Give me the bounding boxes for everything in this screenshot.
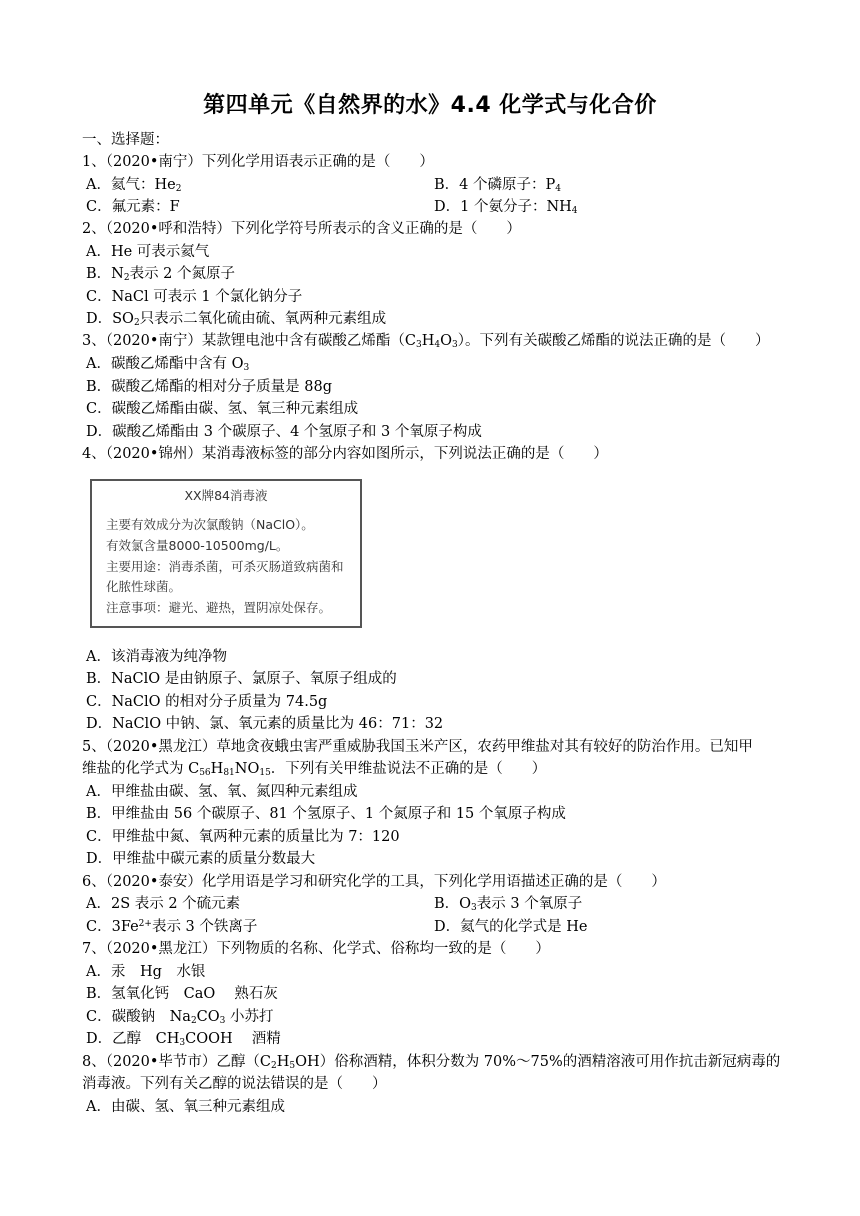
question-5-option-b: B．甲维盐由 56 个碳原子、81 个氢原子、1 个氮原子和 15 个氧原子构成 <box>86 806 566 822</box>
question-8-option-a: A．由碳、氢、氧三种元素组成 <box>86 1099 285 1115</box>
question-6-option-d: D．氦气的化学式是 He <box>434 919 588 935</box>
question-5-option-a: A．甲维盐由碳、氢、氧、氮四种元素组成 <box>86 784 358 800</box>
label-line-3: 主要用途：消毒杀菌，可杀灭肠道致病菌和 <box>106 559 344 574</box>
section-heading: 一、选择题： <box>82 132 169 148</box>
label-line-4: 化脓性球菌。 <box>106 579 182 594</box>
question-5-option-c: C．甲维盐中氮、氧两种元素的质量比为 7：120 <box>86 829 400 845</box>
question-7-option-b: B．氢氧化钙 CaO 熟石灰 <box>86 986 278 1002</box>
question-7-option-a: A．汞 Hg 水银 <box>86 964 206 980</box>
question-7-option-d: D．乙醇 $CH_3COOH$ 酒精 <box>86 1031 281 1048</box>
question-1-option-d: D．1 个氨分子：$NH_4$ <box>434 199 578 216</box>
question-1-option-a: A．氦气：$He_2$ <box>86 177 182 194</box>
question-4-option-b: B．NaClO 是由钠原子、氯原子、氧原子组成的 <box>86 671 397 687</box>
question-5-stem-line-1: 5、（2020•黑龙江）草地贪夜蛾虫害严重威胁我国玉米产区，农药甲维盐对其有较好的防治作用。已知甲 <box>82 739 753 755</box>
question-8-stem-line-2: 消毒液。下列有关乙醇的说法错误的是（ ） <box>82 1076 387 1092</box>
label-title: XX牌84消毒液 <box>184 488 268 503</box>
question-3-option-d: D．碳酸乙烯酯由 3 个碳原子、4 个氢原子和 3 个氧原子构成 <box>86 424 482 440</box>
question-6-stem: 6、（2020•泰安）化学用语是学习和研究化学的工具，下列化学用语描述正确的是（ ） <box>82 874 666 890</box>
question-8-stem-line-1: 8、（2020•毕节市）乙醇$(C_2H_5OH)$俗称酒精，体积分数为 70%～75%的酒精溶液可用作抗击新冠病毒的 <box>82 1054 781 1071</box>
question-2-option-a: A．He 可表示氦气 <box>86 244 210 260</box>
question-7-stem: 7、（2020•黑龙江）下列物质的名称、化学式、俗称均一致的是（ ） <box>82 941 550 957</box>
question-4-option-a: A．该消毒液为纯净物 <box>86 649 227 665</box>
question-3-option-a: A．碳酸乙烯酯中含有 $O_3$ <box>86 356 250 373</box>
question-7-option-c: C．碳酸钠 $Na_2CO_3$ 小苏打 <box>86 1009 274 1026</box>
question-4-option-d: D．NaClO 中钠、氯、氧元素的质量比为 46：71：32 <box>86 716 444 732</box>
question-1-option-c: C．氟元素：F <box>86 199 180 215</box>
question-1-option-b: B．4 个磷原子：$P_4$ <box>434 177 561 194</box>
question-2-option-d: D．$SO_2$只表示二氧化硫由硫、氧两种元素组成 <box>86 311 387 328</box>
question-6-option-c: C．$3Fe^{2+}$表示 3 个铁离子 <box>86 919 258 935</box>
question-5-stem-line-2: 维盐的化学式为 $C_{56}H_{81}NO_{15}$．下列有关甲维盐说法不正确的是（ ） <box>82 761 547 778</box>
question-3-stem: 3、（2020•南宁）某款锂电池中含有碳酸乙烯酯$(C_3H_4O_3)$。下列有关碳酸乙烯酯的说法正确的是（ ） <box>82 333 770 350</box>
question-2-stem: 2、（2020•呼和浩特）下列化学符号所表示的含义正确的是（ ） <box>82 221 521 237</box>
question-4-option-c: C．NaClO 的相对分子质量为 74.5g <box>86 694 328 710</box>
question-4-stem: 4、（2020•锦州）某消毒液标签的部分内容如图所示，下列说法正确的是（ ） <box>82 446 608 462</box>
question-5-option-d: D．甲维盐中碳元素的质量分数最大 <box>86 851 316 867</box>
label-line-1: 主要有效成分为次氯酸钠（NaClO）。 <box>106 517 314 532</box>
label-line-5: 注意事项：避光、避热，置阴凉处保存。 <box>106 600 332 615</box>
question-1-stem: 1、（2020•南宁）下列化学用语表示正确的是（ ） <box>82 154 434 170</box>
question-3-option-c: C．碳酸乙烯酯由碳、氢、氧三种元素组成 <box>86 401 359 417</box>
page-title: 第四单元《自然界的水》4.4 化学式与化合价 <box>203 93 657 118</box>
question-3-option-b: B．碳酸乙烯酯的相对分子质量是 88g <box>86 379 332 395</box>
disinfectant-label-image <box>90 479 362 628</box>
question-6-option-b: B．$O_3$表示 3 个氧原子 <box>434 896 583 913</box>
question-6-option-a: A．2S 表示 2 个硫元素 <box>86 896 241 912</box>
question-2-option-c: C．NaCl 可表示 1 个氯化钠分子 <box>86 289 303 305</box>
question-2-option-b: B．$N_2$表示 2 个氮原子 <box>86 266 236 283</box>
label-line-2: 有效氯含量8000-10500mg/L。 <box>106 538 289 553</box>
